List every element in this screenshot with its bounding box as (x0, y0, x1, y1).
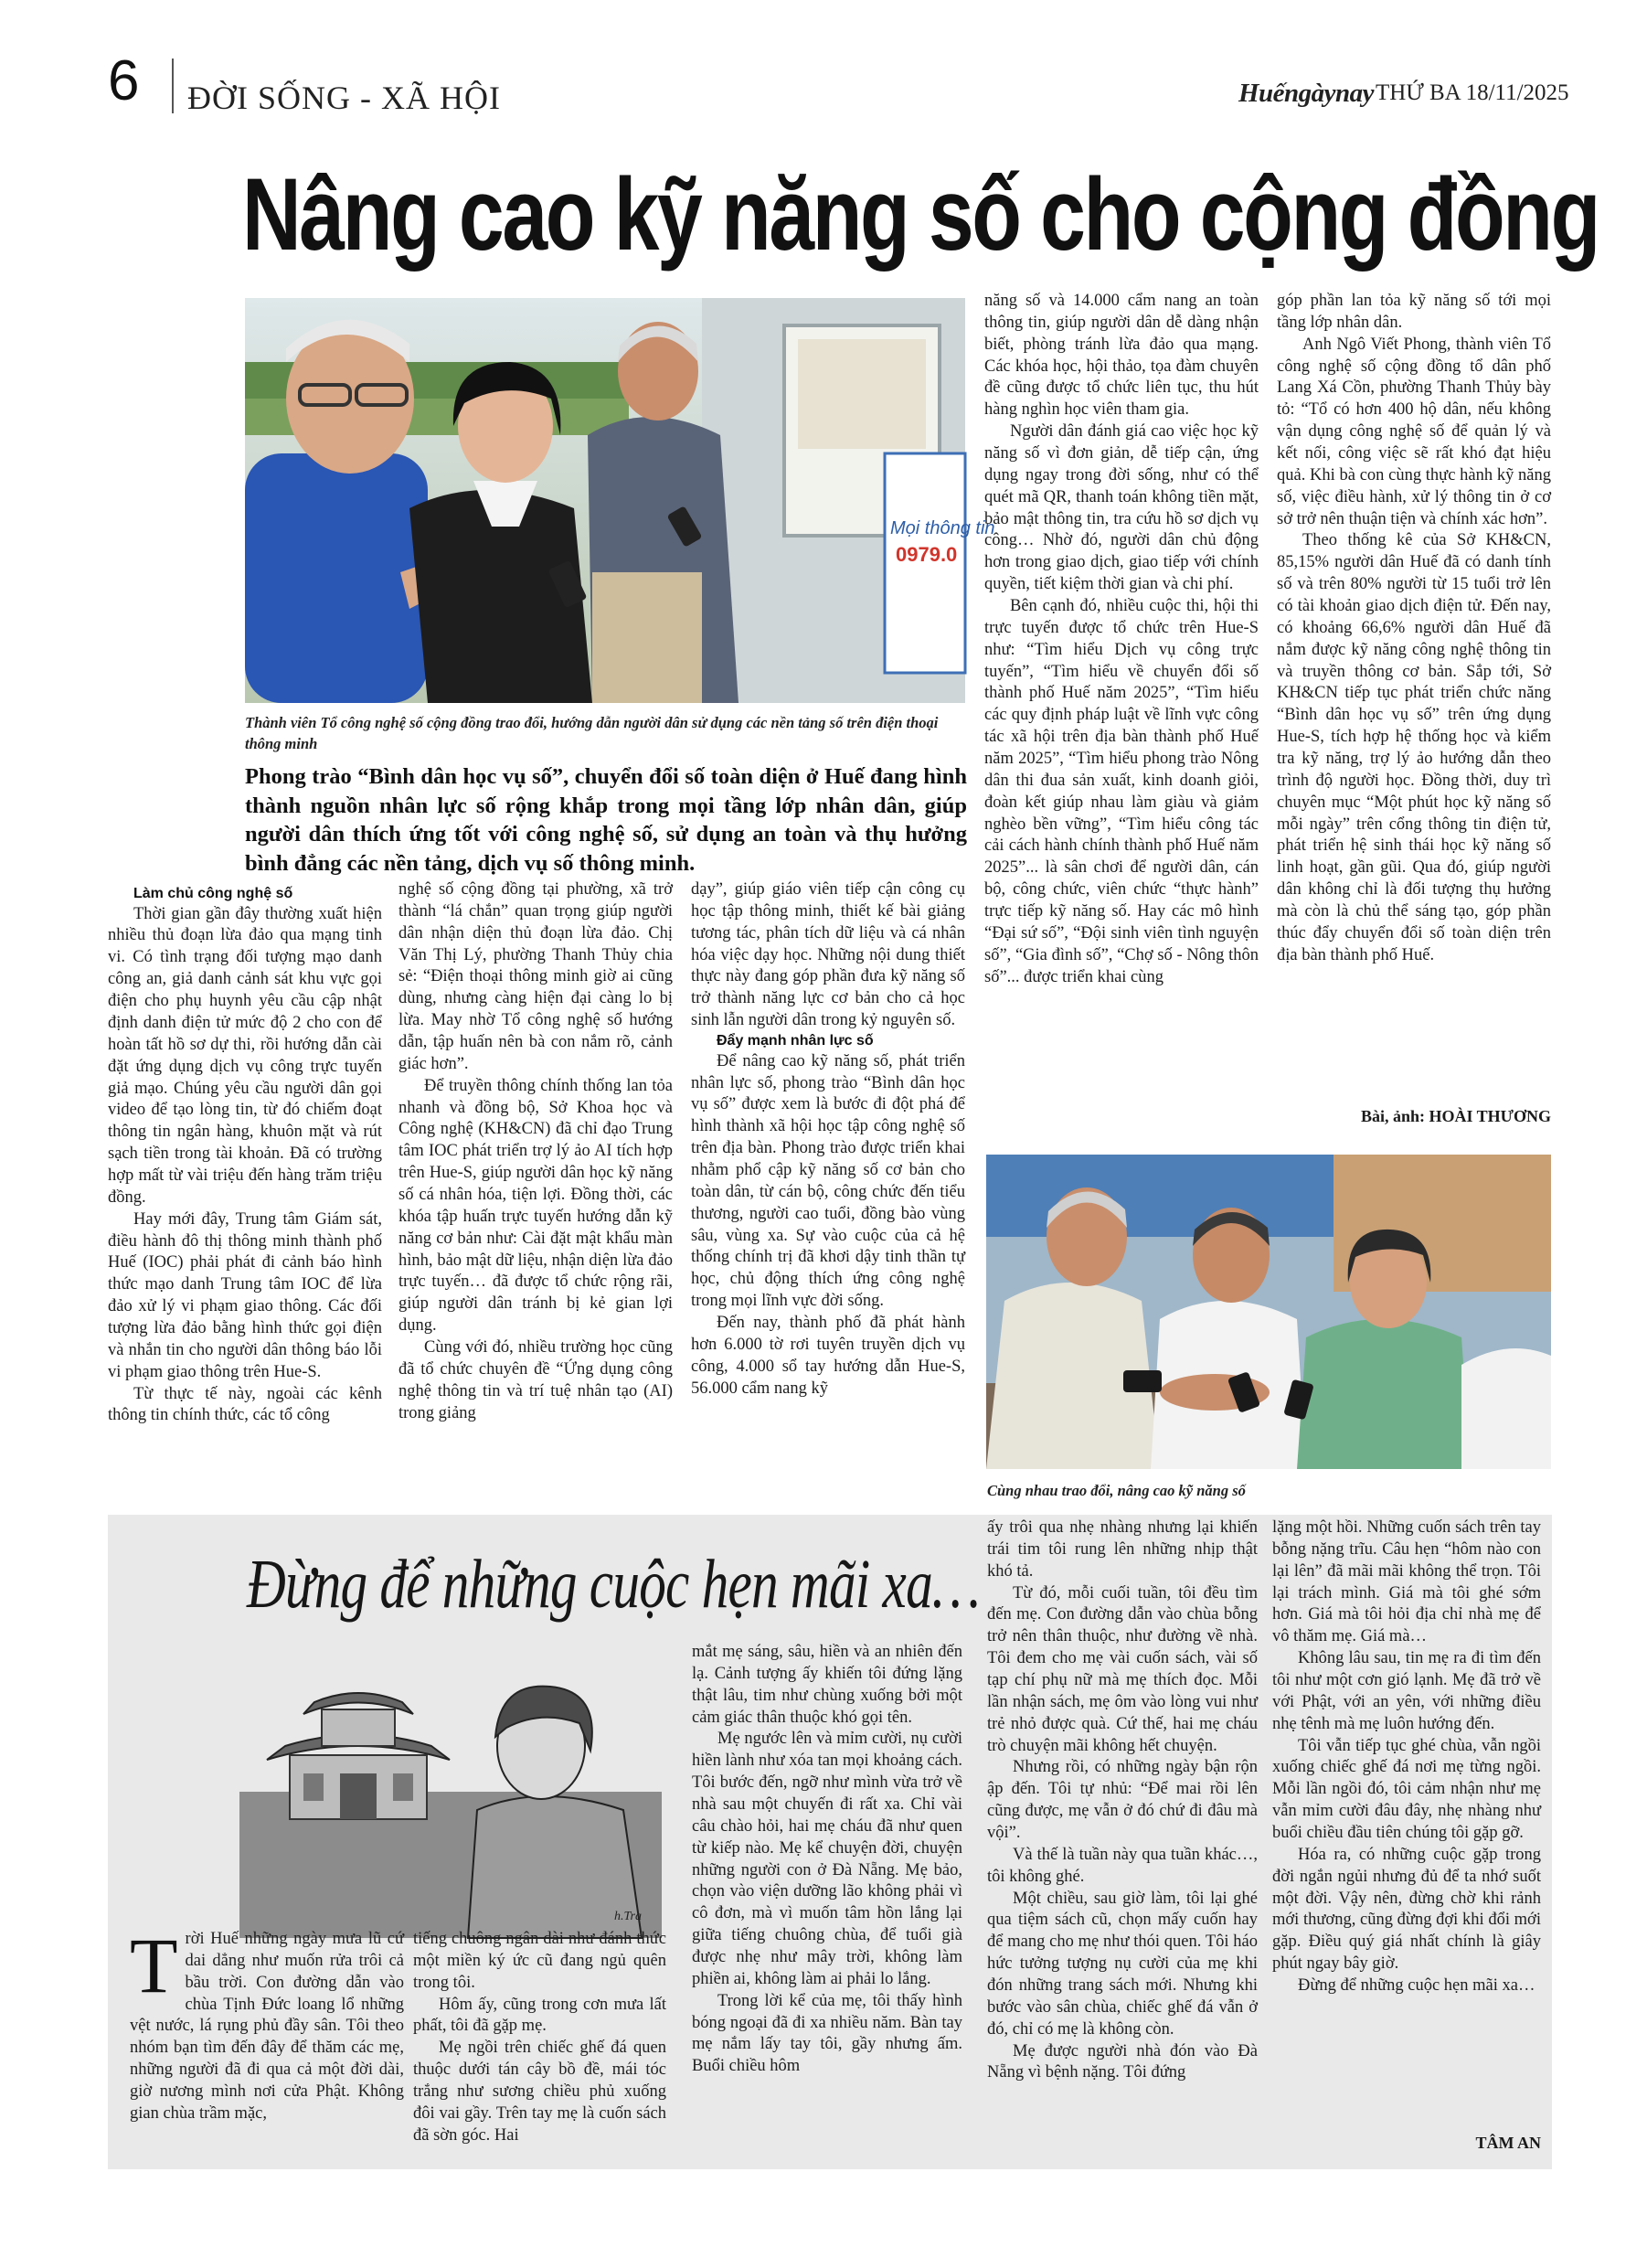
paragraph: Hôm ấy, cũng trong cơn mưa lất phất, tôi đã gặp mẹ. (413, 1995, 666, 2036)
paragraph: Cùng với đó, nhiều trường học cũng đã tổ chức chuyên đề “Ứng dụng công nghệ thông tin và trí tuệ nhân tạo (AI) trong giảng (398, 1338, 673, 1422)
subheading-day-manh: Đẩy mạnh nhân lực số (717, 1033, 874, 1049)
subheading-lam-chu: Làm chủ công nghệ số (133, 886, 293, 901)
feature-column-5 (1272, 1517, 1541, 1997)
paragraph: Để truyền thông chính thống lan tỏa nhanh và đồng bộ, Sở Khoa học và Công nghệ (KH&CN) đã chỉ đạo Trung tâm IOC phát triển trợ lý ảo AI tích hợp trên Hue-S, giúp người dân học kỹ năng số cá nhân hóa, tiện lợi. Đồng thời, các khóa tập huấn trực tuyến hướng dẫn kỹ năng cơ bản như: Cài đặt mật khẩu màn hình, bảo mật dữ liệu, nhận diện lừa đảo trực tuyến… đã được tổ chức rộng rãi, giúp người dân tránh bị kẻ gian lợi dụng. (398, 1076, 673, 1336)
article-photo-2 (986, 1155, 1551, 1469)
feature-byline: TÂM AN (1475, 2134, 1541, 2152)
article1-column-1 (108, 885, 382, 1427)
feature-column-2 (413, 1929, 666, 2147)
photo-people-phones (245, 298, 995, 703)
paragraph: Để nâng cao kỹ năng số, phát triển nhân lực số, phong trào “Bình dân học vụ số” được xem là bước đi đột phá để hình thành xã hội học tập công nghệ số trên địa bàn. Phong trào được triển khai nhằm phổ cập kỹ năng số cơ bản cho toàn dân, từ cán bộ, công chức đến tiểu thương, người cao tuổi, đồng bào vùng sâu, vùng xa. Sự vào cuộc của cả hệ thống chính trị đã khơi dậy tinh thần tự học, chủ động thích ứng công nghệ trong mọi lĩnh vực đời sống. (691, 1051, 965, 1311)
article-photo-1 (245, 298, 995, 703)
article1-column-5 (1277, 291, 1551, 967)
paragraph: tiếng chuông ngân dài như đánh thức một miền ký ức cũ đang ngủ quên trong tôi. (413, 1930, 666, 1992)
photo-sign-phone: 0979.0 (896, 543, 958, 566)
paragraph: Và thế là tuần này qua tuần khác…, tôi không ghé. (987, 1845, 1258, 1886)
paragraph: Trong lời kể của mẹ, tôi thấy hình bóng ngoại đã đi xa nhiều năm. Bàn tay mẹ nắm lấy tay tôi, gầy nhưng ấm. Buổi chiều hôm (692, 1991, 962, 2076)
article1-column-2 (398, 879, 673, 1424)
photo-sign-text: Mọi thông tin (890, 518, 995, 538)
paragraph: Hay mới đây, Trung tâm Giám sát, điều hành đô thị thông minh thành phố Huế (IOC) phải phát đi cảnh báo hình thức mạo danh Trung tâm IOC để lừa đảo xử lý vi phạm giao thông. Các đối tượng lừa đảo bằng hình thức gọi điện và nhắn tin cho người dân thông báo lỗi vi phạm giao thông trên Hue-S. (108, 1209, 382, 1381)
paragraph: nghệ số cộng đồng tại phường, xã trở thành “lá chắn” quan trọng giúp người dân nhận diện thủ đoạn lừa đảo. Chị Văn Thị Lý, phường Thanh Thủy chia sẻ: “Điện thoại thông minh giờ ai cũng dùng, nhưng càng hiện đại càng lo bị lừa. May nhờ Tổ công nghệ số hướng dẫn, tập huấn nên bà con nắm rõ, cảnh giác hơn”. (398, 880, 673, 1073)
paragraph: Thời gian gần đây thường xuất hiện nhiều thủ đoạn lừa đảo qua mạng tinh vi. Có tình trạng đối tượng mạo danh công an, giả danh cảnh sát khu vực gọi điện cho phụ huynh yêu cầu cập nhật định danh điện tử mức độ 2 cho con để hoàn tất hồ sơ dự thi, rồi hướng dẫn cài đặt ứng dụng dịch vụ công trực tuyến giả mạo. Chúng yêu cầu người dân gọi video để tạo lòng tin, từ đó chiếm đoạt thông tin ngân hàng, khuôn mặt và rút sạch tiền trong tài khoản. Đã có trường hợp mất từ vài triệu đến hàng trăm triệu đồng. (108, 904, 382, 1207)
feature-column-3 (692, 1642, 962, 2078)
paragraph: Mẹ được người nhà đón vào Đà Nẵng vì bệnh nặng. Tôi đứng (987, 2041, 1258, 2082)
paragraph: Tôi vẫn tiếp tục ghé chùa, vẫn ngồi xuống chiếc ghế đá nơi mẹ từng ngồi. Mỗi lần ngồi đó, tôi cảm nhận như mẹ vẫn mỉm cười đâu đây, nhẹ nhàng như buổi chiều đầu tiên chúng tôi gặp gỡ. (1272, 1736, 1541, 1843)
photo-caption-2: Cùng nhau trao đổi, nâng cao kỹ năng số (987, 1482, 1246, 1499)
paragraph: Bên cạnh đó, nhiều cuộc thi, hội thi trực tuyến được tổ chức trên Hue-S như: “Tìm hiểu Dịch vụ công trực tuyến”, “Tìm hiểu về chuyển đổi số thành phố Huế năm 2025”, “Tìm hiểu các quy định pháp luật về lĩnh vực công tác xã hội trên địa bàn thành phố Huế năm 2025”, “Tìm hiểu phong trào Nông dân thi đua sản xuất, kinh doanh giỏi, đoàn kết giúp nhau làm giàu và giảm nghèo bền vững”, “Tìm hiểu công tác cải cách hành chính thành phố Huế năm 2025”... là sân chơi để người dân, cán bộ, công chức, viên chức “thực hành” trực tiếp kỹ năng số. Hay các mô hình “Đại sứ số”, “Đội sinh viên tình nguyện số”, “Gia đình số”, “Chợ số - Nông thôn số”... được triển khai cùng (984, 597, 1259, 986)
paragraph: Mẹ ngước lên và mỉm cười, nụ cười hiền lành như xóa tan mọi khoảng cách. Tôi bước đến, ngỡ như mình vừa trở về nhà sau một chuyến đi rất xa. Chỉ vài câu chào hỏi, hai mẹ cháu đã như quen từ kiếp nào. Mẹ kể chuyện đời, chuyện những người con ở Đà Nẵng. Mẹ bảo, chọn vào viện dưỡng lão không phải vì cô đơn, mà vì muốn tâm hồn lắng lại giữa tiếng chuông chùa, để tuổi già được nhẹ như mây trời, không làm phiền ai, không làm ai phải lo lắng. (692, 1730, 962, 1988)
paragraph: Anh Ngô Viết Phong, thành viên Tổ công nghệ số cộng đồng tổ dân phố Lang Xá Cồn, phường Thanh Thủy bày tỏ: “Tổ có hơn 400 hộ dân, nếu không vận dụng công nghệ số để quản lý và kết nối, công việc sẽ rất khó đạt hiệu quả. Khi bà con cùng thực hành kỹ năng số, việc điều hành, xử lý thông tin ở cơ sở trở nên thuận tiện và chính xác hơn”. (1277, 335, 1551, 528)
paragraph-text: rời Huế những ngày mưa lũ cứ dai dẳng như muốn rửa trôi cả bầu trời. Con đường dẫn vào chùa Tịnh Đức loang lổ những vệt nước, lá rụng phủ đầy sân. Tôi theo nhóm bạn tìm đến đây để thăm các mẹ, những người đã đi qua cả một đời dài, giờ nương mình nơi cửa Phật. Không gian chùa trầm mặc, (130, 1930, 404, 2123)
paragraph: lặng một hồi. Những cuốn sách trên tay bỗng nặng trĩu. Câu hẹn “hôm nào con lại lên” đã mãi mãi không thể trọn. Tôi lại trách mình. Giá mà tôi ghé sớm hơn. Giá mà tôi hỏi địa chỉ nhà mẹ để vô thăm mẹ. Giá mà… (1272, 1518, 1541, 1646)
photo-caption-1: Thành viên Tổ công nghệ số cộng đồng trao đổi, hướng dẫn người dân sử dụng các nền tảng số trên điện thoại thông minh (245, 714, 939, 753)
paragraph (130, 1922, 404, 2125)
paragraph: Không lâu sau, tin mẹ ra đi tìm đến tôi như một cơn gió lạnh. Mẹ đã trở về với Phật, với an yên, với những điều nhẹ tênh mà mẹ luôn hướng đến. (1272, 1649, 1541, 1733)
feature-title: Đừng để những cuộc hẹn mãi xa… (247, 1546, 980, 1623)
paragraph: góp phần lan tỏa kỹ năng số tới mọi tầng lớp nhân dân. (1277, 292, 1551, 332)
paragraph: Mẹ ngồi trên chiếc ghế đá quen thuộc dưới tán cây bồ đề, mái tóc trắng như sương chiều phủ xuống đôi vai gầy. Trên tay mẹ là cuốn sách đã sờn góc. Hai (413, 2039, 666, 2145)
paragraph: Đừng để những cuộc hẹn mãi xa… (1298, 1976, 1535, 1996)
paragraph: năng số và 14.000 cẩm nang an toàn thông tin, giúp người dân dễ dàng nhận biết, phòng tránh lừa đảo qua mạng. Các khóa học, hội thảo, tọa đàm chuyên đề cũng được tổ chức liên tục, thu hút hàng nghìn học viên tham gia. (984, 292, 1259, 420)
pagoda-illustration (239, 1645, 662, 1938)
feature-column-1 (130, 1922, 404, 2125)
paragraph: Người dân đánh giá cao việc học kỹ năng số vì đơn giản, dễ tiếp cận, ứng dụng ngay trong đời sống, như có thể quét mã QR, thanh toán không tiền mặt, bảo mật thông tin, tra cứu hồ sơ dịch vụ công… Nhờ đó, người dân chủ động hơn trong giao dịch, giao tiếp với chính quyền, tiết kiệm thời gian và chi phí. (984, 422, 1259, 594)
paragraph: Từ thực tế này, ngoài các kênh thông tin chính thức, các tổ công (108, 1384, 382, 1425)
illustration-signature: h.Tra (614, 1910, 642, 1923)
section-name: ĐỜI SỐNG - XÃ HỘI (187, 80, 501, 116)
illustration-pagoda-woman (239, 1645, 662, 1938)
paragraph: mắt mẹ sáng, sâu, hiền và an nhiên đến lạ. Cảnh tượng ấy khiến tôi đứng lặng thật lâu, tim như chùng xuống bởi một cảm giác thân thuộc khó gọi tên. (692, 1643, 962, 1727)
feature-column-4 (987, 1517, 1258, 2084)
issue-date: THỨ BA 18/11/2025 (1376, 80, 1569, 105)
photo-group-discussion (986, 1155, 1551, 1469)
paragraph: Nhưng rồi, có những ngày bận rộn ập đến. Tôi tự nhủ: “Để mai rồi lên cũng được, mẹ vẫn ở đó chứ đi đâu mà vội”. (987, 1758, 1258, 1843)
paragraph: Theo thống kê của Sở KH&CN, 85,15% người dân Huế đã có danh tính số và trên 80% người từ 15 tuổi trở lên có tài khoản giao dịch điện tử. Đến nay, có khoảng 66,6% người dân Huế đã nắm được kỹ năng công nghệ thông tin và truyền thông cơ bản. Sắp tới, Sở KH&CN tiếp tục phát triển chức năng “Bình dân học vụ số” trên ứng dụng Hue-S, tích hợp hệ thống học và kiểm tra kỹ năng, trợ lý ảo hướng dẫn theo trình độ người học. Đồng thời, duy trì chuyên mục “Một phút học kỹ năng số mỗi ngày” trên cổng thông tin điện tử, phát triển hệ sinh thái học kỹ năng số linh hoạt, gần gũi. Qua đó, giúp người dân không chỉ là đối tượng thụ hưởng mà còn là chủ thể sáng tạo, góp phần thúc đẩy chuyển đổi số toàn diện trên địa bàn thành phố Huế. (1277, 531, 1551, 964)
article1-column-4 (984, 291, 1259, 989)
paragraph: ấy trôi qua nhẹ nhàng nhưng lại khiến trái tim tôi rung lên những nhịp thật khó tả. (987, 1518, 1258, 1581)
paragraph: Đến nay, thành phố đã phát hành hơn 6.000 tờ rơi tuyên truyền dịch vụ công, 4.000 sổ tay hướng dẫn Hue-S, 56.000 cẩm nang kỹ (691, 1313, 965, 1398)
header-divider (172, 59, 174, 113)
article1-byline: Bài, ảnh: HOÀI THƯƠNG (1360, 1107, 1551, 1125)
article-headline: Nâng cao kỹ năng số cho cộng đồng (242, 157, 1599, 272)
paragraph: Từ đó, mỗi cuối tuần, tôi đều tìm đến mẹ. Con đường dẫn vào chùa bỗng trở nên thân thuộc, như đường về nhà. Tôi đem cho mẹ vài cuốn sách, vài số tạp chí phụ nữ mà mẹ thích đọc. Mỗi lần nhận sách, mẹ ôm vào lòng vui như trẻ nhỏ được quà. Cứ thế, hai mẹ cháu trò chuyện mãi không hết chuyện. (987, 1583, 1258, 1755)
newspaper-brand: Huếngàynay (1238, 79, 1375, 108)
paragraph: Hóa ra, có những cuộc gặp trong đời ngắn ngủi nhưng đủ để ta nhớ suốt một đời. Vậy nên, đừng chờ khi rảnh mới thương, cũng đừng đợi khi đổi mới gặp. Điều quý giá nhất chính là giây phút ngay bây giờ. (1272, 1845, 1541, 1974)
paragraph: Một chiều, sau giờ làm, tôi lại ghé qua tiệm sách cũ, chọn mấy cuốn hay để mang cho mẹ như thói quen. Tôi háo hức tưởng tượng nụ cười của mẹ khi đón những trang sách mới. Nhưng khi bước vào sân chùa, chiếc ghế đá vẫn ở đó, chỉ có mẹ là không còn. (987, 1889, 1258, 2039)
paragraph: dạy”, giúp giáo viên tiếp cận công cụ học tập thông minh, thiết kế bài giảng tương tác, phân tích dữ liệu và cá nhân hóa việc dạy học. Những nội dung thiết thực này đang góp phần đưa kỹ năng số trở thành năng lực cơ bản cho cả học sinh lẫn người dân trong kỷ nguyên số. (691, 880, 965, 1030)
article1-column-3 (691, 879, 965, 1400)
article-lead: Phong trào “Bình dân học vụ số”, chuyển đổi số toàn diện ở Huế đang hình thành nguồn nhân lực số rộng khắp trong mọi tầng lớp nhân dân, giúp người dân thích ứng tốt với công nghệ số, sử dụng an toàn và thụ hưởng bình đẳng các nền tảng, dịch vụ số thông minh. (245, 764, 967, 876)
page-number: 6 (108, 49, 140, 112)
drop-cap: T (130, 1922, 178, 2009)
